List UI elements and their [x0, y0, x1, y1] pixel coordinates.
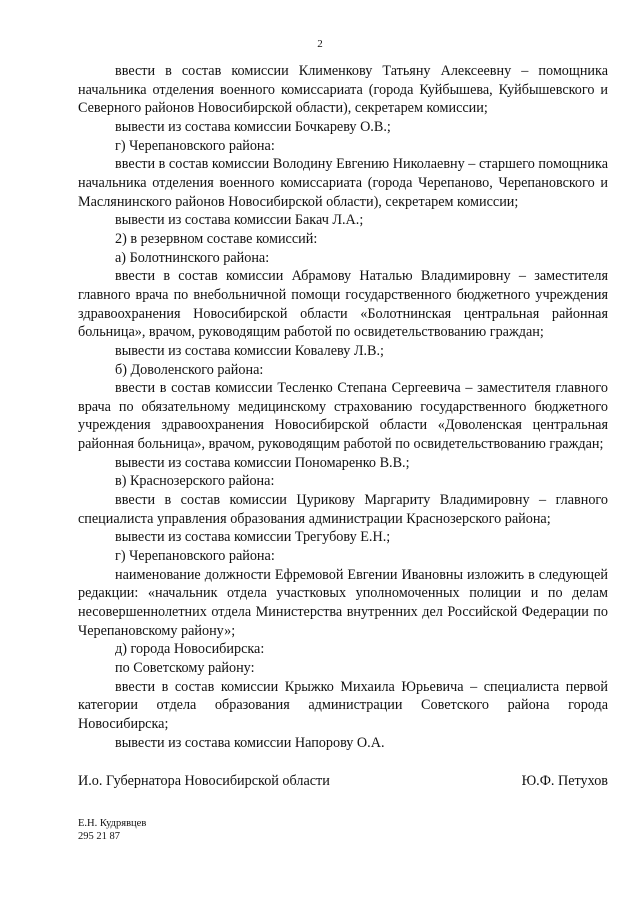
paragraph: вывести из состава комиссии Бакач Л.А.; [115, 212, 364, 229]
paragraph: д) города Новосибирска: [115, 641, 265, 658]
paragraph: наименование должности Ефремовой Евгении Ивановны изложить в следующей редакции: «начальник отдела участковых уполномоченных полиции и по делам несовершеннолетних отдела Министерства внутренних дел Российской Федерации по Черепановскому району»; [78, 566, 608, 639]
signatory-name: Ю.Ф. Петухов [521, 773, 608, 789]
page-number: 2 [317, 38, 323, 50]
paragraph: ввести в состав комиссии Тесленко Степана Сергеевича – заместителя главного врача по обязательному медицинскому страхованию государственного бюджетного учреждения здравоохранения Новосибирской области «Доволенская центральная районная больница», врачом, руководящим работой по освидетельствованию граждан; [78, 380, 608, 453]
paragraph: г) Черепановского района: [115, 548, 275, 565]
paragraph: вывести из состава комиссии Пономаренко В.В.; [115, 454, 410, 471]
paragraph: по Советскому району: [115, 660, 255, 676]
executor-phone: 295 21 87 [78, 830, 120, 842]
document-body [78, 62, 608, 752]
executor-name: Е.Н. Кудрявцев [78, 818, 147, 829]
paragraph: ввести в состав комиссии Абрамову Наталью Владимировну – заместителя главного врача по внебольничной помощи государственного бюджетного учреждения здравоохранения Новосибирской области «Болотнинская центральная районная больница», врачом, руководящим работой по освидетельствованию граждан; [78, 268, 608, 341]
paragraph: 2) в резервном составе комиссий: [115, 230, 318, 247]
paragraph: вывести из состава комиссии Ковалеву Л.В.; [115, 342, 384, 359]
paragraph: ввести в состав комиссии Володину Евгению Николаевну – старшего помощника начальника отделения военного комиссариата (города Черепаново, Черепановского и Маслянинского районов Новосибирской области), секретарем комиссии; [78, 156, 608, 210]
paragraph: ввести в состав комиссии Клименкову Татьяну Алексеевну – помощника начальника отделения военного комиссариата (города Куйбышева, Куйбышевского и Северного районов Новосибирской области), секретарем комиссии; [78, 63, 608, 117]
paragraph: ввести в состав комиссии Цурикову Маргариту Владимировну – главного специалиста управления образования администрации Краснозерского района; [78, 492, 608, 527]
paragraph: б) Доволенского района: [115, 361, 264, 378]
paragraph: вывести из состава комиссии Напорову О.А. [115, 734, 385, 751]
paragraph: г) Черепановского района: [115, 137, 275, 154]
paragraph: вывести из состава комиссии Трегубову Е.Н.; [115, 529, 391, 546]
paragraph: в) Краснозерского района: [115, 473, 275, 490]
paragraph: а) Болотнинского района: [115, 249, 270, 266]
signatory-title: И.о. Губернатора Новосибирской области [78, 773, 330, 789]
paragraph: ввести в состав комиссии Крыжко Михаила Юрьевича – специалиста первой категории отдела образования администрации Советского района города Новосибирска; [78, 678, 608, 732]
paragraph: вывести из состава комиссии Бочкареву О.В.; [115, 118, 391, 135]
executor-info [78, 818, 146, 843]
